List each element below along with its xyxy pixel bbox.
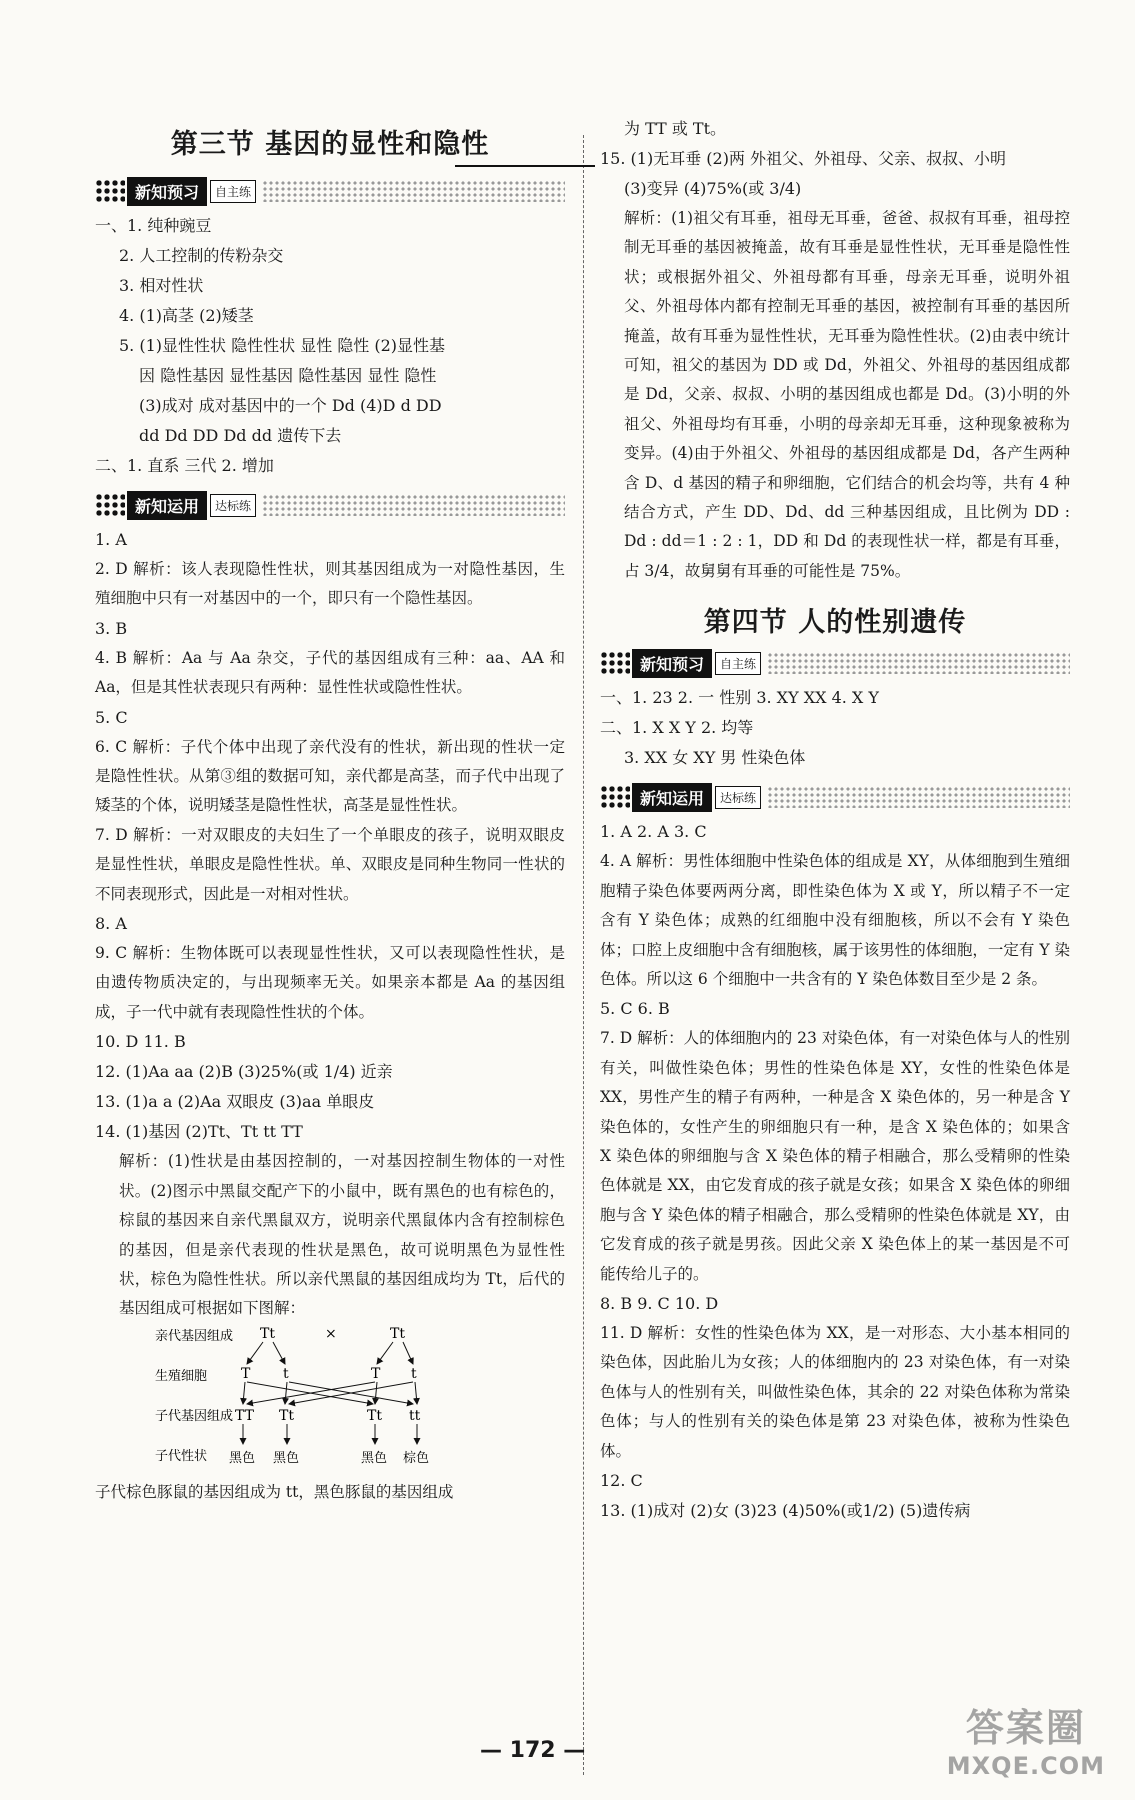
answer-para: 子代棕色豚鼠的基因组成为 tt，黑色豚鼠的基因组成 bbox=[95, 1482, 454, 1501]
answer-line: (3)变异 (4)75%(或 3/4) bbox=[624, 179, 802, 198]
answer-line: 1. A 2. A 3. C bbox=[600, 822, 707, 842]
offspring-genotype: Tt bbox=[367, 1407, 382, 1424]
answer-line: 12. C bbox=[600, 1471, 643, 1490]
answer-para: 解析：(1)性状是由基因控制的，一对基因控制生物体的一对性状。(2)图示中黑鼠交配产下的小鼠中，既有黑色的也有棕色的，棕鼠的基因来自亲代黑鼠双方，说明亲代黑鼠体内含有控制棕色的基因，但是亲代表现的性状是黑色，故可说明黑色为显性性状，棕色为隐性性状。所以亲代黑鼠的基因组成均为 Tt，后代的基因组成可根据如下图解： bbox=[119, 1152, 565, 1318]
parent-genotype: Tt bbox=[390, 1325, 405, 1342]
banner-sub: 达标练 bbox=[210, 494, 256, 517]
genetics-cross-diagram bbox=[95, 1324, 565, 1474]
banner-sub: 自主练 bbox=[210, 180, 256, 203]
dots-trail bbox=[767, 652, 1070, 674]
banner-sub: 自主练 bbox=[715, 652, 761, 675]
banner-tag: 新知运用 bbox=[632, 783, 712, 812]
answer-line: 为 TT 或 Tt。 bbox=[624, 119, 727, 138]
banner-preview bbox=[95, 177, 565, 205]
dots-icon bbox=[95, 493, 125, 517]
row-label-parent: 亲代基因组成 bbox=[155, 1328, 234, 1344]
answer-line: 3. XX 女 XY 男 性染色体 bbox=[624, 748, 806, 768]
parent-genotype: Tt bbox=[260, 1325, 275, 1342]
row-label-gamete: 生殖细胞 bbox=[155, 1368, 208, 1384]
answer-line: 二、1. X X Y 2. 均等 bbox=[600, 718, 754, 738]
dots-icon bbox=[95, 179, 125, 203]
offspring-trait: 黑色 bbox=[273, 1450, 300, 1466]
answer-line: 5. C 6. B bbox=[600, 999, 670, 1019]
gamete: T bbox=[241, 1365, 251, 1382]
section-title-4: 第四节 人的性别遗传 bbox=[703, 607, 967, 639]
banner-preview bbox=[600, 649, 1070, 677]
offspring-genotype: TT bbox=[235, 1407, 254, 1424]
banner-sub: 达标练 bbox=[715, 786, 761, 809]
offspring-genotype: tt bbox=[409, 1407, 421, 1424]
answer-line: 8. A bbox=[95, 914, 127, 934]
watermark bbox=[947, 1697, 1105, 1780]
answer-line: 5. C bbox=[95, 707, 128, 727]
answer-line: 4. (1)高茎 (2)矮茎 bbox=[119, 306, 254, 325]
answer-line: 因 隐性基因 显性基因 隐性基因 显性 隐性 bbox=[139, 366, 437, 385]
banner-tag: 新知预习 bbox=[632, 649, 712, 678]
answer-para: 4. B 解析：Aa 与 Aa 杂交，子代的基因组成有三种：aa、AA 和 Aa，但是其性状表现只有两种：显性性状或隐性性状。 bbox=[95, 648, 565, 697]
page-number: — 172 — bbox=[480, 1738, 586, 1763]
offspring-trait: 黑色 bbox=[361, 1450, 388, 1466]
answer-line: 15. (1)无耳垂 (2)两 外祖父、外祖母、父亲、叔叔、小明 bbox=[600, 149, 1007, 168]
answer-para: 4. A 解析：男性体细胞中性染色体的组成是 XY，从体细胞到生殖细胞精子染色体要两两分离，即性染色体为 X 或 Y，所以精子不一定含有 Y 染色体；成熟的红细胞中没有细胞核，所以不会有 Y 染色体；口腔上皮细胞中含有细胞核，属于该男性的体细胞，一定有 Y 染色体。所以这 6 个细胞中一共含有的 Y 染色体数目至少是 2 条。 bbox=[600, 852, 1070, 988]
row-label-offspring-trait: 子代性状 bbox=[155, 1448, 208, 1464]
answer-para: 解析：(1)祖父有耳垂，祖母无耳垂，爸爸、叔叔有耳垂，祖母控制无耳垂的基因被掩盖，故有耳垂是显性性状，无耳垂是隐性性状；或根据外祖父、外祖母都有耳垂，母亲无耳垂，说明外祖父、外祖母体内都有控制无耳垂的基因，被控制有耳垂的基因所掩盖，故有耳垂为显性性状，无耳垂为隐性性状。(2)由表中统计可知，祖父的基因为 DD 或 Dd，外祖父、外祖母的基因组成都是 Dd，父亲、叔叔、小明的基因组成也都是 Dd。(3)小明的外祖父、外祖母均有耳垂，小明的母亲却无耳垂，这种现象被称为变异。(4)由于外祖父、外祖母的基因组成都是 Dd，各产生两种含 D、d 基因的精子和卵细胞，它们结合的机会均等，共有 4 种结合方式，产生 DD、Dd、dd 三种基因组成，且比例为 DD : Dd : dd＝1 : 2 : 1，DD 和 Dd 的表现性状一样，都是有耳垂，占 3/4，故舅舅有耳垂的可能性是 75%。 bbox=[624, 209, 1070, 580]
offspring-genotype: Tt bbox=[279, 1407, 294, 1424]
answer-line: dd Dd DD Dd dd 遗传下去 bbox=[139, 426, 342, 445]
answer-line: 13. (1)成对 (2)女 (3)23 (4)50%(或1/2) (5)遗传病 bbox=[600, 1501, 971, 1520]
answer-line: 1. A bbox=[95, 530, 127, 549]
banner-tag: 新知预习 bbox=[127, 177, 207, 206]
gamete: t bbox=[283, 1365, 289, 1382]
row-label-offspring-genotype: 子代基因组成 bbox=[155, 1408, 234, 1424]
dots-trail bbox=[262, 494, 565, 516]
answer-line: (3)成对 成对基因中的一个 Dd (4)D d DD bbox=[139, 396, 442, 415]
banner-tag: 新知运用 bbox=[127, 491, 207, 520]
cross-symbol: × bbox=[325, 1325, 337, 1342]
answer-line: 一、1. 纯种豌豆 bbox=[95, 216, 212, 235]
watermark-url: MXQE.COM bbox=[946, 1752, 1105, 1780]
answer-line: 10. D 11. B bbox=[95, 1032, 186, 1052]
banner-practice bbox=[95, 491, 565, 519]
answer-line: 13. (1)a a (2)Aa 双眼皮 (3)aa 单眼皮 bbox=[95, 1092, 375, 1112]
dots-trail bbox=[262, 180, 565, 202]
gamete: T bbox=[371, 1365, 381, 1382]
watermark-title: 答案圈 bbox=[965, 1706, 1086, 1750]
section-title-3: 第三节 基因的显性和隐性 bbox=[170, 129, 490, 160]
dots-icon bbox=[600, 651, 630, 675]
answer-para: 2. D 解析：该人表现隐性性状，则其基因组成为一对隐性基因，生殖细胞中只有一对基因中的一个，即只有一个隐性基因。 bbox=[95, 560, 565, 608]
offspring-trait: 黑色 bbox=[229, 1450, 256, 1466]
offspring-trait: 棕色 bbox=[403, 1450, 430, 1466]
answer-para: 7. D 解析：一对双眼皮的夫妇生了一个单眼皮的孩子，说明双眼皮是显性性状，单眼皮是隐性性状。单、双眼皮是同种生物同一性状的不同表现形式，因此是一对相对性状。 bbox=[95, 825, 565, 903]
answer-line: 5. (1)显性性状 隐性性状 显性 隐性 (2)显性基 bbox=[119, 336, 446, 355]
dots-icon bbox=[600, 785, 630, 809]
answer-line: 12. (1)Aa aa (2)B (3)25%(或 1/4) 近亲 bbox=[95, 1062, 393, 1082]
left-column bbox=[95, 0, 565, 1507]
answer-line: 3. 相对性状 bbox=[119, 276, 204, 295]
answer-para: 7. D 解析：人的体细胞内的 23 对染色体，有一对染色体与人的性别有关，叫做性染色体；男性的性染色体是 XY，女性的性染色体是 XX，男性产生的精子有两种，一种是含 X 染色体的，另一种是含 Y 染色体的，女性产生的卵细胞只有一种，是含 X 染色体的；如果含 X 染色体的卵细胞与含 X 染色体的精子相融合，那么受精卵的性染色体就是 XX，由它发育成的孩子就是女孩；如果含 X 染色体的卵细胞与含 Y 染色体的精子相融合，那么受精卵的性染色体就是 XY，由它发育成的孩子就是男孩。因此父亲 X 染色体上的某一基因是不可能传给儿子的。 bbox=[600, 1029, 1070, 1283]
dots-trail bbox=[767, 786, 1070, 808]
answer-para: 11. D 解析：女性的性染色体为 XX，是一对形态、大小基本相同的染色体，因此胎儿为女孩；人的体细胞内的 23 对染色体，有一对染色体与人的性别有关，叫做性染色体，其余的 22 对染色体称为常染色体；与人的性别有关的染色体是第 23 对染色体，被称为性染色体。 bbox=[600, 1323, 1070, 1460]
banner-practice bbox=[600, 783, 1070, 811]
answer-para: 9. C 解析：生物体既可以表现显性性状，又可以表现隐性性状，是由遗传物质决定的，与出现频率无关。如果亲本都是 Aa 的基因组成，子一代中就有表现隐性性状的个体。 bbox=[95, 944, 565, 1021]
answer-line: 2. 人工控制的传粉杂交 bbox=[119, 246, 284, 265]
gamete: t bbox=[411, 1365, 417, 1382]
title-underline bbox=[455, 165, 595, 167]
answer-line: 二、1. 直系 三代 2. 增加 bbox=[95, 456, 274, 475]
column-divider bbox=[583, 135, 584, 1775]
answer-line: 3. B bbox=[95, 618, 128, 638]
answer-line: 8. B 9. C 10. D bbox=[600, 1293, 719, 1313]
answer-line: 一、1. 23 2. 一 性别 3. XY XX 4. X Y bbox=[600, 688, 879, 708]
answer-para: 6. C 解析：子代个体中出现了亲代没有的性状，新出现的性状一定是隐性性状。从第③组的数据可知，亲代都是高茎，而子代中出现了矮茎的个体，说明矮茎是隐性性状，高茎是显性性状。 bbox=[95, 737, 565, 815]
right-column bbox=[600, 0, 1070, 1526]
answer-line: 14. (1)基因 (2)Tt、Tt tt TT bbox=[95, 1122, 303, 1142]
